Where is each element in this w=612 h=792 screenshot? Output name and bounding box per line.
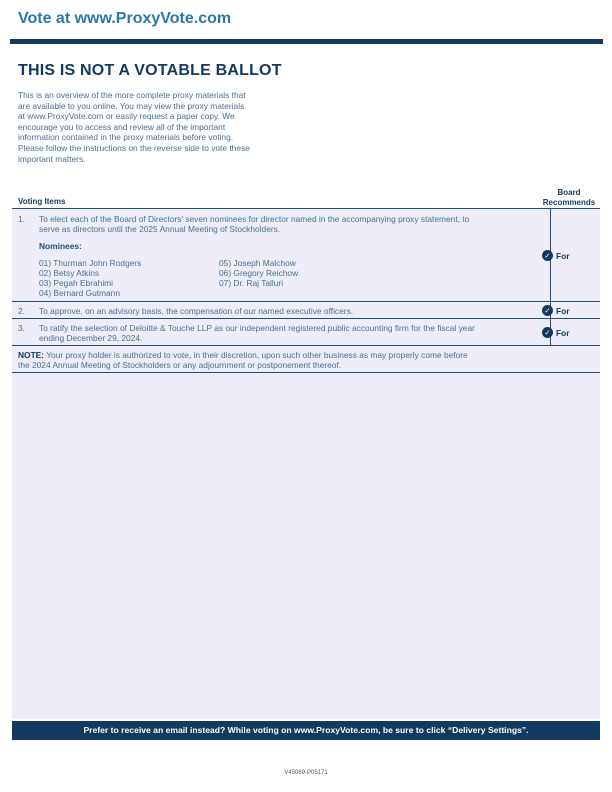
intro-line: information contained in the proxy materials before voting. — [18, 132, 234, 143]
nominees-label: Nominees: — [39, 241, 82, 251]
item-line: To elect each of the Board of Directors’ seven nominees for director named in the accompanying proxy statement, to — [39, 214, 470, 224]
checkmark-icon: ✓ — [542, 305, 553, 316]
intro-line: Please follow the instructions on the reverse side to vote these — [18, 142, 250, 153]
row-divider — [12, 301, 600, 302]
nominee: 03) Pegah Ebrahimi — [39, 278, 114, 288]
recommendation-label: For — [556, 327, 570, 338]
intro-line: important matters. — [18, 153, 86, 164]
note-label: NOTE: — [18, 350, 45, 360]
checkmark-icon: ✓ — [542, 250, 553, 261]
delivery-settings-banner: Prefer to receive an email instead? While voting on www.ProxyVote.com, be sure to click “Delivery Settings”. — [12, 721, 600, 740]
intro-paragraph — [18, 90, 293, 164]
nominee: 04) Bernard Gutmann — [39, 288, 121, 298]
item-line: To ratify the selection of Deloitte & Touche LLP as our independent registered public accounting firm for the fiscal year — [39, 323, 475, 333]
nominee: 01) Thurman John Rodgers — [39, 258, 142, 268]
recommendation-label: For — [556, 250, 570, 261]
column-divider — [550, 209, 551, 345]
intro-line: are available to you online. You may view the proxy materials — [18, 100, 245, 111]
item-description — [39, 214, 549, 234]
header-rule — [10, 39, 603, 44]
board-recommends-line: Board — [557, 188, 581, 197]
item-description — [39, 306, 549, 316]
item-description — [39, 323, 549, 343]
row-divider — [12, 372, 600, 373]
document-code: V45069-P05171 — [284, 770, 328, 776]
intro-line: at www.ProxyVote.com or easily request a paper copy. We — [18, 111, 235, 122]
recommendation-for — [542, 250, 570, 261]
page-heading: THIS IS NOT A VOTABLE BALLOT — [18, 62, 282, 79]
row-divider — [12, 318, 600, 319]
checkmark-icon: ✓ — [542, 327, 553, 338]
board-recommends-header — [538, 188, 600, 207]
item-line: serve as directors until the 2025 Annual Meeting of Stockholders. — [39, 224, 281, 234]
item-line: To approve, on an advisory basis, the compensation of our named executive officers. — [39, 306, 354, 316]
item-number: 2. — [18, 306, 25, 316]
intro-line: This is an overview of the more complete proxy materials that — [18, 90, 246, 100]
recommendation-label: For — [556, 305, 570, 316]
voting-items-header: Voting Items — [18, 197, 66, 206]
nominee: 05) Joseph Malchow — [219, 258, 296, 268]
note-text — [18, 350, 558, 370]
note-line: the 2024 Annual Meeting of Stockholders or any adjournment or postponement thereof. — [18, 360, 342, 370]
voting-items-table — [12, 208, 600, 719]
nominee: 02) Betsy Atkins — [39, 268, 100, 278]
item-line: ending December 29, 2024. — [39, 333, 143, 343]
header-title: Vote at www.ProxyVote.com — [18, 10, 232, 27]
nominee: 06) Gregory Reichow — [219, 268, 299, 278]
recommendation-for — [542, 327, 570, 338]
intro-line: encourage you to access and review all of the important — [18, 121, 226, 132]
nominee: 07) Dr. Raj Talluri — [219, 278, 284, 288]
board-recommends-line: Recommends — [542, 197, 596, 207]
row-divider — [12, 345, 600, 346]
note-line: Your proxy holder is authorized to vote, in their discretion, upon such other business as may properly come before — [44, 350, 468, 360]
item-number: 3. — [18, 323, 25, 333]
item-number: 1. — [18, 214, 25, 224]
recommendation-for — [542, 305, 570, 316]
